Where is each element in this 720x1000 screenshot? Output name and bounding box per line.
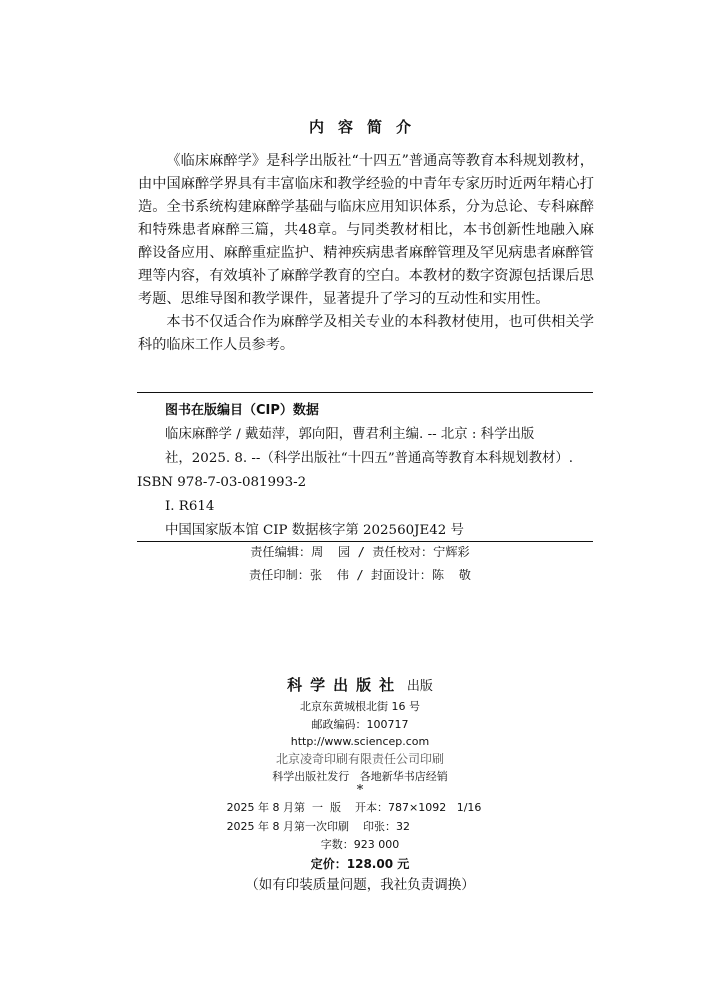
cip-record-line-2: 社，2025. 8. --（科学出版社“十四五”普通高等教育本科规划教材）. xyxy=(165,451,573,466)
quality-notice: （如有印装质量问题，我社负责调换） xyxy=(245,876,475,893)
cip-verification-number: 中国国家版本馆 CIP 数据核字第 202560JE42 号 xyxy=(165,523,464,538)
publisher-name: 科学出版社 xyxy=(287,676,403,694)
credits-line-editors: 责任编辑：周 园 / 责任校对：宁辉彩 xyxy=(250,545,470,559)
cip-data-block xyxy=(137,399,593,543)
edition-text: 2025 年 8 月第 一 版 开本：787×1092 1/16 xyxy=(226,801,482,814)
publisher-url: http://www.sciencep.com xyxy=(290,735,430,748)
cip-isbn: ISBN 978-7-03-081993-2 xyxy=(137,475,307,490)
word-count: 字数：923 000 xyxy=(320,838,400,851)
publisher-imprint xyxy=(0,674,720,896)
intro-paragraph-1: 《临床麻醉学》是科学出版社“十四五”普通高等教育本科规划教材，由中国麻醉学界具有丰富临床和教学经验的中青年专家历时近两年精心打造。全书系统构建麻醉学基础与临床应用知识体系，分为总论、专科麻醉和特殊患者麻醉三篇，共48章。与同类教材相比，本书创新性地融入麻醉设备应用、麻醉重症监护、精神疾病患者麻醉管理及罕见病患者麻醉管理等内容，有效填补了麻醉学教育的空白。本教材的数字资源包括课后思考题、思维导图和教学课件，显著提升了学习的互动性和实用性。 xyxy=(138,153,594,307)
printing-line xyxy=(227,818,482,837)
cip-classification: Ⅰ. R614 xyxy=(165,499,215,514)
cip-heading: 图书在版编目（CIP）数据 xyxy=(165,403,319,418)
printing-text: 2025 年 8 月第一次印刷 印张：32 xyxy=(226,819,411,833)
editorial-credits xyxy=(0,541,720,587)
edition-line xyxy=(227,799,482,818)
intro-title: 内容简介 xyxy=(308,118,425,136)
publisher-postcode: 邮政编码：100717 xyxy=(311,717,409,731)
credits-line-production: 责任印制：张 伟 / 封面设计：陈 敬 xyxy=(249,568,471,582)
edition-details xyxy=(227,799,482,836)
intro-paragraph-2: 本书不仅适合作为麻醉学及相关专业的本科教材使用，也可供相关学科的临床工作人员参考。 xyxy=(138,314,594,353)
intro-body xyxy=(138,150,594,357)
publisher-suffix: 出版 xyxy=(406,679,433,694)
publisher-line xyxy=(0,674,720,698)
printer-name: 北京凌奇印刷有限责任公司印刷 xyxy=(275,751,444,766)
cip-record-line-1: 临床麻醉学 / 戴茹萍，郭向阳，曹君利主编. -- 北京 : 科学出版 xyxy=(165,427,535,442)
separator-asterisk: * xyxy=(356,783,364,798)
cip-top-divider xyxy=(137,392,593,393)
publisher-address: 北京东黄城根北街 16 号 xyxy=(300,700,420,713)
distribution-line: 科学出版社发行 各地新华书店经销 xyxy=(272,769,448,783)
price: 定价：128.00 元 xyxy=(310,856,410,871)
